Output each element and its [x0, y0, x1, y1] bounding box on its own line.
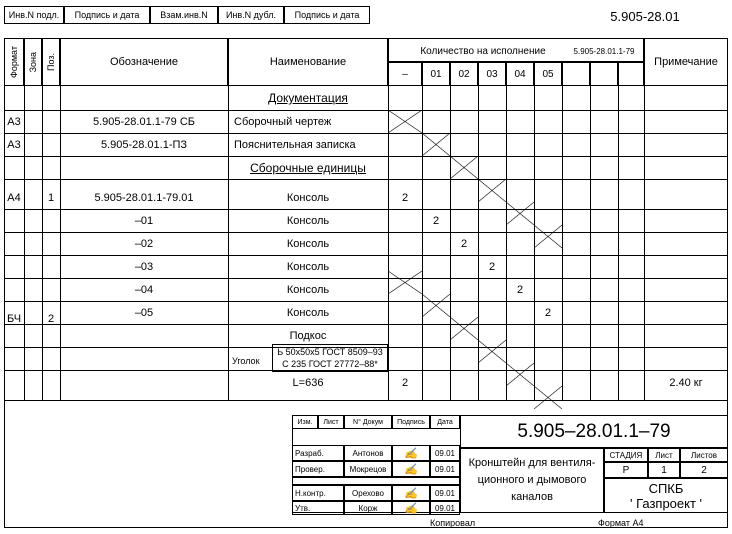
row-5-name [228, 232, 388, 255]
cell-designation: –01 [134, 214, 154, 227]
row-4-designation [60, 209, 228, 232]
qty-sub-label: 04 [514, 68, 526, 80]
cell-qty: 2 [516, 283, 524, 296]
header-block-signature-date-1 [64, 6, 150, 24]
row-1-mark-05 [534, 225, 562, 248]
row-2-mark-01 [422, 294, 450, 317]
row-6-name [228, 255, 388, 278]
stamp-surname-korzh [344, 501, 392, 515]
row-1-mark-04 [506, 202, 534, 225]
cell-qty: 2 [488, 260, 496, 273]
cell-format: А3 [7, 138, 21, 151]
stamp-header-sign [392, 415, 430, 429]
row-9-format [4, 307, 24, 330]
cell-name: Консоль [286, 237, 330, 250]
stamp-surname-antonov [344, 445, 392, 461]
cell-name-prefix: Уголок [232, 356, 260, 366]
row-2-mark-02 [450, 317, 478, 340]
header-block-inv-dubl [218, 6, 284, 24]
header-block-label: Подпись и дата [74, 10, 140, 20]
row-3-pos [42, 186, 60, 209]
row-2-mark-03 [478, 340, 506, 363]
cell-name: Консоль [286, 260, 330, 273]
stamp-title-line-3: каналов [511, 491, 553, 503]
stamp-header-label: N° Докум [353, 418, 383, 426]
col-header-qty-group [388, 38, 644, 62]
stamp-sheets-label [680, 448, 728, 462]
footer-copied [430, 516, 530, 530]
stamp-role-label: Разраб. [295, 448, 324, 458]
header-block-label: Взам.инв.N [160, 10, 208, 20]
stamp-date-label: 09.01 [434, 448, 456, 458]
stamp-stage-label [604, 448, 648, 462]
stamp-sheet-label-text: Лист [655, 450, 673, 460]
row-8-qty-05 [534, 301, 562, 324]
stamp-sheets-label-text: Листов [691, 450, 717, 460]
stamp-signature-3: ✍ [392, 485, 430, 501]
stamp-sheet-value [648, 462, 680, 478]
qty-sub-label: 03 [486, 68, 498, 80]
qty-sub-label: – [402, 68, 408, 80]
col-header-qty-03 [478, 62, 506, 86]
stamp-date-1 [430, 445, 460, 461]
stamp-stage-value [604, 462, 648, 478]
section-title-documentation-label: Документация [268, 91, 348, 105]
row-1-designation [60, 110, 228, 133]
row-2-mark-04 [506, 363, 534, 386]
header-block-signature-date-2 [284, 6, 370, 24]
row-rule-4 [4, 179, 728, 180]
stamp-sheet-label [648, 448, 680, 462]
row-8-designation [60, 301, 228, 324]
row-2-format [4, 133, 24, 156]
stamp-surname-orehovo [344, 485, 392, 501]
stamp-stage-label-text: СТАДИЯ [609, 450, 643, 460]
footer-format [598, 516, 698, 530]
row-6-designation [60, 255, 228, 278]
row-2-name [234, 133, 388, 156]
cell-designation: –03 [134, 260, 154, 273]
stamp-signature-4: ✍ [392, 501, 430, 515]
stamp-header-doc [344, 415, 392, 429]
row-2-mark-05 [534, 386, 562, 409]
col-header-qty-dash [388, 62, 422, 86]
stamp-role-utv [292, 501, 344, 515]
row-4-qty-01 [422, 209, 450, 232]
row-9-pos [42, 307, 60, 330]
stamp-header-label: Изм. [297, 418, 313, 426]
col-header-pos [42, 38, 60, 86]
stamp-header-date [430, 415, 460, 429]
cell-name: Консоль [286, 214, 330, 227]
stamp-role-nkontr [292, 485, 344, 501]
col-header-qty-blank-2 [590, 62, 618, 86]
col-header-name-label: Наименование [269, 56, 347, 68]
row-7-qty-04 [506, 278, 534, 301]
stamp-title-line-2: ционного и дымового [477, 474, 587, 486]
cell-qty: 2 [401, 191, 409, 204]
cell-pos: 1 [47, 191, 55, 204]
cell-format: А3 [7, 115, 21, 128]
row-8-name [228, 301, 388, 324]
row-7-designation [60, 278, 228, 301]
row-6-qty-03 [478, 255, 506, 278]
stamp-signature-1: ✍ [392, 445, 430, 461]
cell-qty: 2 [432, 214, 440, 227]
cell-name: L=636 [292, 377, 324, 389]
cell-qty: 2 [544, 306, 552, 319]
stamp-date-3 [430, 485, 460, 501]
cell-designation: 5.905-28.01.1-79 СБ [92, 115, 195, 128]
top-document-code-text: 5.905-28.01 [610, 8, 680, 24]
row-11-note [644, 370, 728, 396]
stamp-org-line-2: ' Газпроект ' [629, 495, 703, 511]
footer-format-label: Формат А4 [598, 518, 644, 528]
row-3-name [228, 186, 388, 209]
stamp-surname-label: Мокрецов [349, 464, 387, 474]
cell-note: 2.40 кг [669, 377, 703, 389]
spec-line-1: Ь 50x50x5 ГОСТ 8509–93 [277, 347, 383, 357]
stamp-surname-label: Орехово [352, 488, 384, 498]
header-block-label: Инв.N дубл. [225, 10, 277, 20]
stamp-date-2 [430, 461, 460, 477]
stamp-doc-code-label: 5.905–28.01.1–79 [517, 420, 671, 442]
stamp-org-line-1: СПКБ [648, 480, 684, 496]
stamp-date-label: 09.01 [434, 503, 456, 513]
stamp-role-razrab [292, 445, 344, 461]
row-1-mark-01 [422, 133, 450, 156]
stamp-sheets-value-text: 2 [701, 464, 707, 476]
stamp-sheets-value [680, 462, 728, 478]
cell-designation: –04 [134, 283, 154, 296]
row-5-qty-02 [450, 232, 478, 255]
col-header-qty-05 [534, 62, 562, 86]
col-header-format [4, 38, 24, 86]
row-2-designation [60, 133, 228, 156]
stamp-role-label: Провер. [295, 464, 325, 474]
col-header-qty-01 [422, 62, 450, 86]
col-header-zone [24, 38, 42, 86]
header-block-vzam-inv [150, 6, 218, 24]
header-block-label: Подпись и дата [294, 10, 360, 20]
col-header-zone-label: Зона [28, 51, 38, 73]
cell-format: БЧ [6, 312, 22, 325]
qty-sub-label: 05 [542, 68, 554, 80]
stamp-role-prover [292, 461, 344, 477]
row-7-name [228, 278, 388, 301]
col-header-designation-label: Обозначение [109, 56, 179, 68]
spec-line-2: С 235 ГОСТ 27772–88* [282, 359, 378, 369]
stamp-doc-code [460, 415, 728, 448]
row-3-designation [60, 186, 228, 209]
stamp-header-label: Дата [437, 418, 453, 426]
qty-sub-label: 01 [430, 68, 442, 80]
qty-group-code-label: 5.905-28.01.1-79 [573, 46, 635, 56]
header-block-label: Инв.N подл. [8, 10, 60, 20]
cell-designation: 5.905-28.01.1-ПЗ [100, 138, 188, 151]
footer-copied-label: Копировал [430, 518, 476, 528]
row-3-qty-dash [388, 186, 422, 209]
row-rule-13 [4, 400, 728, 401]
section-title-documentation [228, 86, 388, 110]
stamp-date-label: 09.01 [434, 488, 456, 498]
cell-qty: 2 [401, 377, 409, 389]
row-10-name-prefix [232, 352, 274, 370]
col-header-qty-04 [506, 62, 534, 86]
stamp-signature-2: ✍ [392, 461, 430, 477]
stamp-date-4 [430, 501, 460, 515]
section-title-assembly-units [228, 156, 388, 179]
col-header-qty-blank-1 [562, 62, 590, 86]
row-11-qty-dash [388, 370, 422, 396]
qty-group-title-label: Количество на исполнение [420, 45, 546, 57]
stamp-role-label: Н.контр. [295, 488, 326, 498]
row-3-format [4, 186, 24, 209]
section-title-assembly-units-label: Сборочные единицы [250, 160, 366, 175]
stamp-title-line-1: Кронштейн для вентиля- [468, 457, 596, 469]
stamp-header-label: Подпись [397, 418, 425, 426]
stamp-header-label: Лист [323, 418, 339, 426]
col-header-designation [60, 38, 228, 86]
row-1-mark-dash [388, 110, 422, 133]
stamp-header-list [318, 415, 344, 429]
col-header-qty-blank-3 [618, 62, 644, 86]
row-1-format [4, 110, 24, 133]
cell-name: Сборочный чертеж [234, 115, 332, 128]
stamp-surname-label: Корж [358, 503, 378, 513]
row-5-designation [60, 232, 228, 255]
row-4-name [228, 209, 388, 232]
top-document-code [570, 8, 720, 24]
stamp-role-label: Утв. [295, 503, 311, 513]
row-1-mark-02 [450, 156, 478, 179]
col-header-name [228, 38, 388, 86]
cell-name: Пояснительная записка [234, 138, 356, 151]
cell-name: Подкос [289, 329, 327, 342]
stamp-header-izm [292, 415, 318, 429]
col-header-qty-02 [450, 62, 478, 86]
stamp-date-label: 09.01 [434, 464, 456, 474]
header-block-inv-podl [4, 6, 64, 24]
qty-sub-label: 02 [458, 68, 470, 80]
row-11-name [228, 370, 388, 396]
stamp-surname-mokretsov [344, 461, 392, 477]
cell-designation: –05 [134, 306, 154, 319]
stamp-title [460, 448, 604, 513]
stamp-sheet-value-text: 1 [661, 464, 667, 476]
cell-qty: 2 [460, 237, 468, 250]
col-header-format-label: Формат [9, 46, 19, 78]
row-10-spec-box [272, 344, 388, 372]
col-header-note [644, 38, 728, 86]
cell-format: А4 [7, 191, 21, 204]
cell-pos: 2 [47, 312, 55, 325]
col-header-note-label: Примечание [654, 56, 718, 68]
cell-name: Консоль [286, 191, 330, 204]
row-2-mark-dash [388, 271, 422, 294]
cell-name: Консоль [286, 283, 330, 296]
qty-group-code [565, 44, 643, 58]
cell-designation: 5.905-28.01.1-79.01 [94, 191, 194, 204]
row-1-name [234, 110, 388, 133]
qty-group-title [393, 43, 573, 59]
stamp-organization [604, 478, 728, 513]
stamp-blank-row [292, 477, 460, 485]
stamp-stage-value-text: Р [622, 464, 630, 476]
col-header-pos-label: Поз. [46, 53, 56, 71]
cell-designation: –02 [134, 237, 154, 250]
row-1-mark-03 [478, 179, 506, 202]
cell-name: Консоль [286, 306, 330, 319]
stamp-surname-label: Антонов [352, 448, 384, 458]
